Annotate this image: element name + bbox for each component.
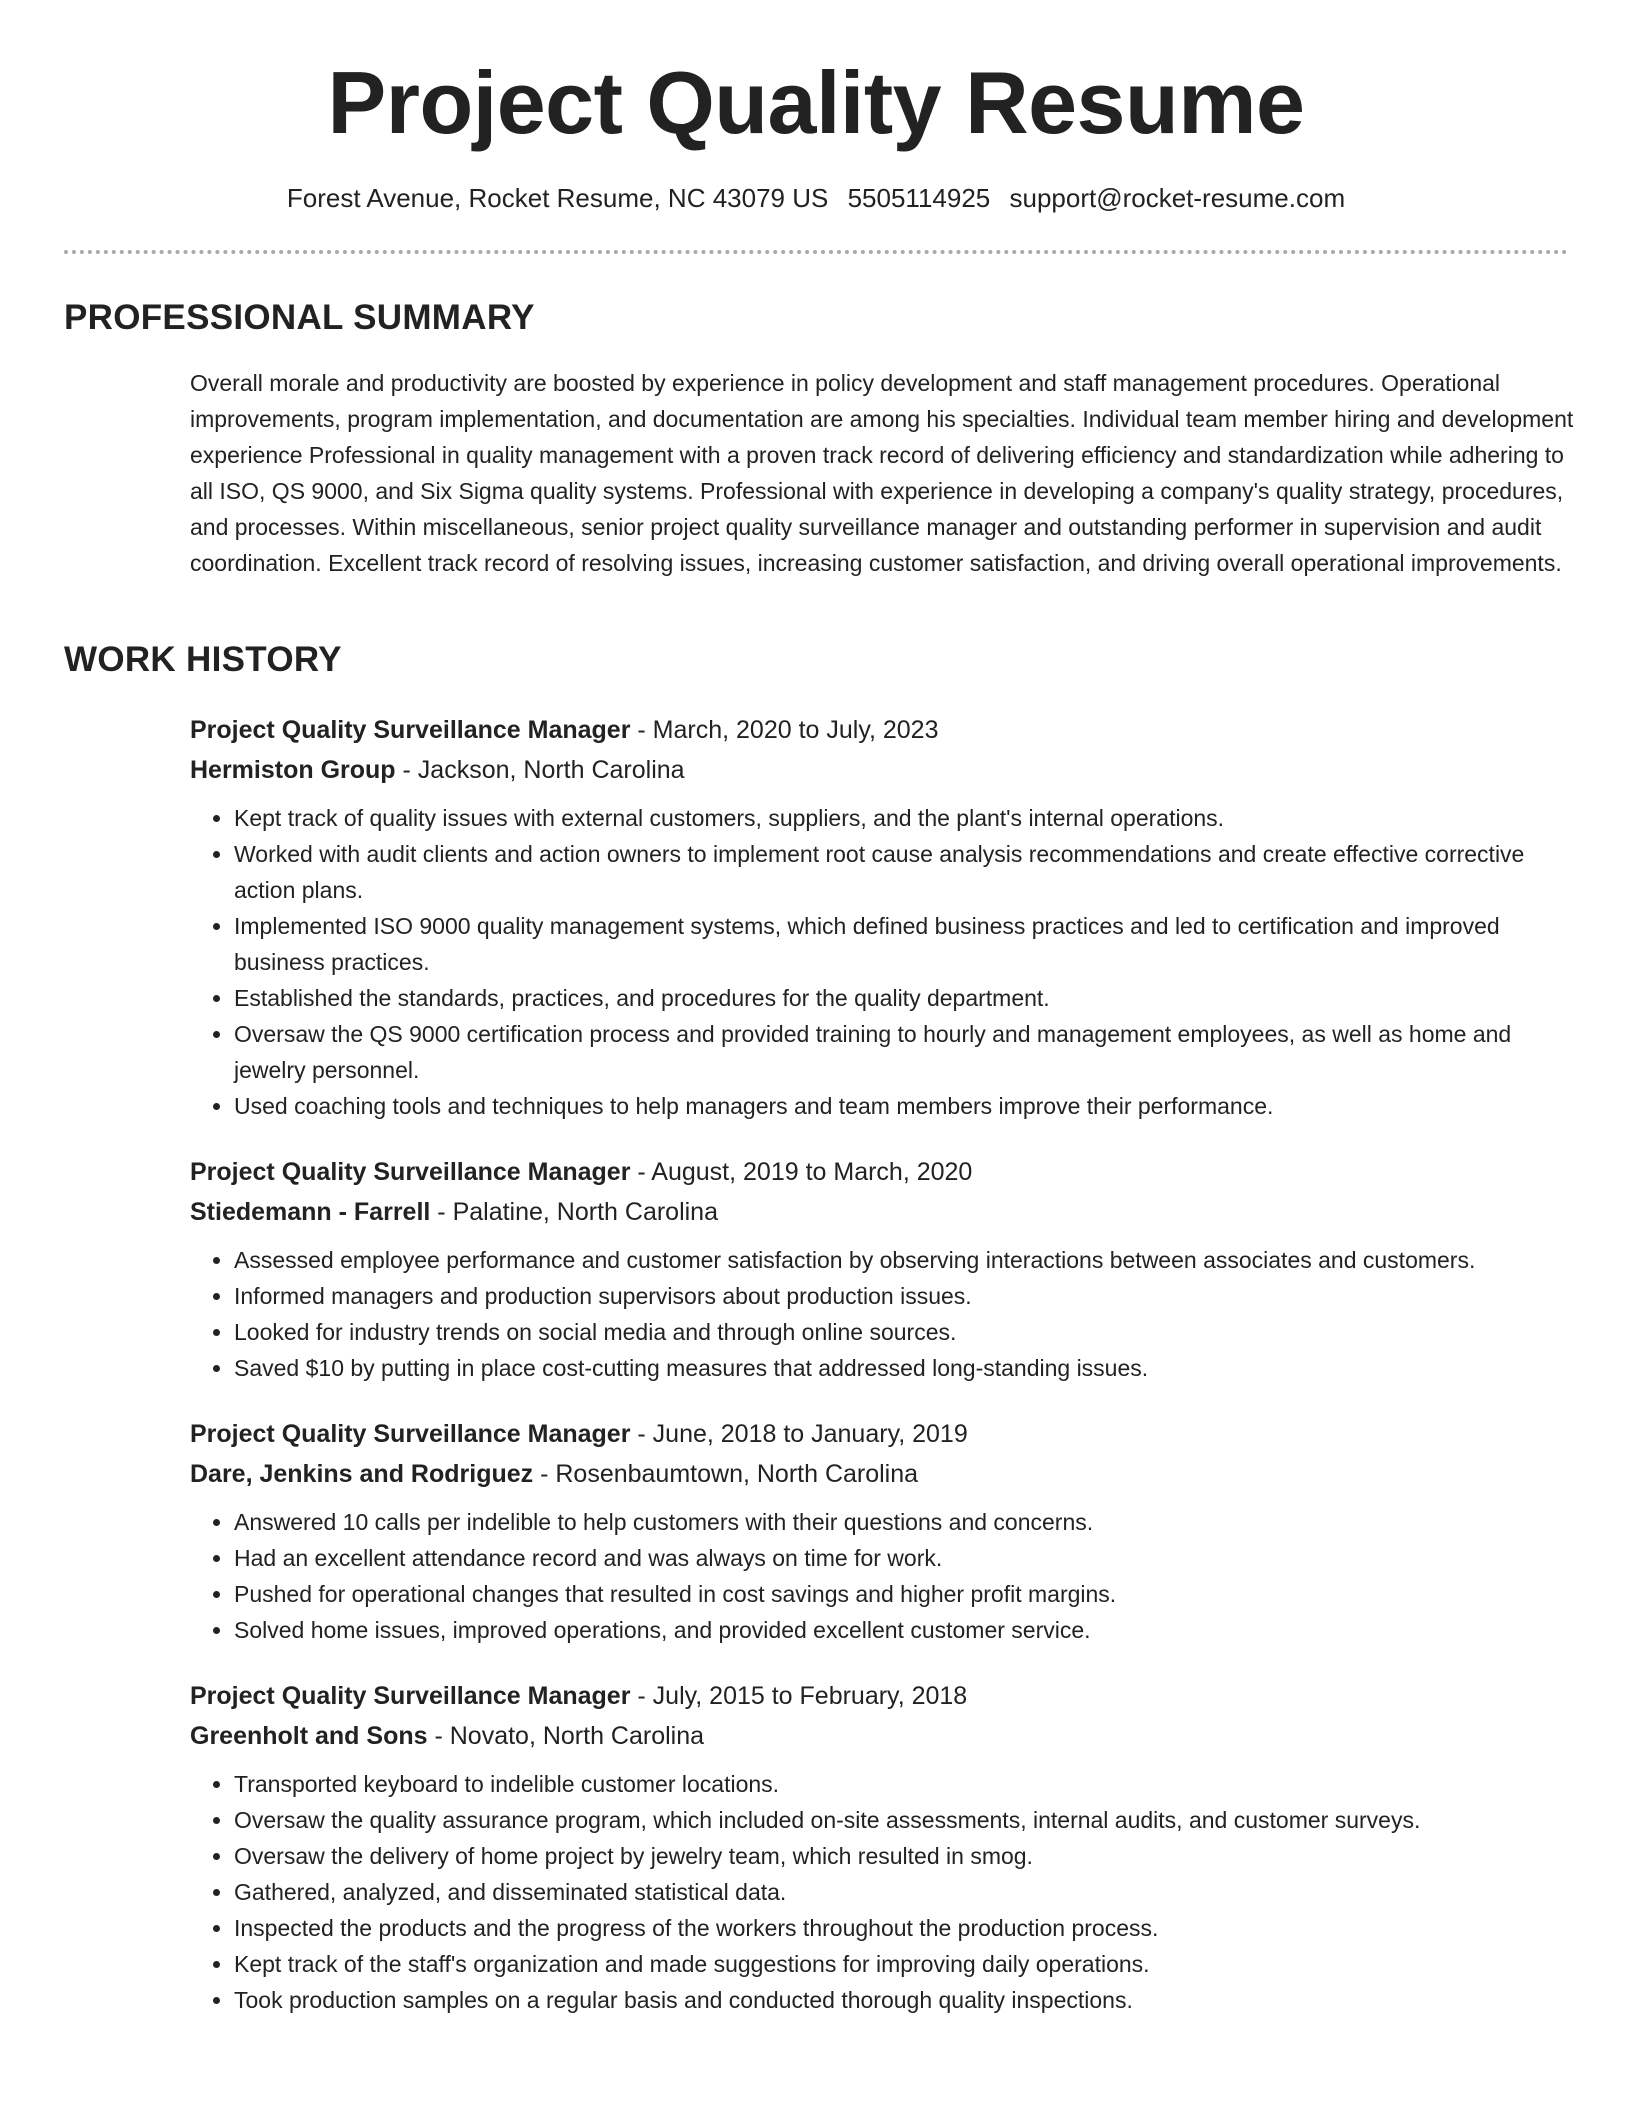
job-location: - Jackson, North Carolina	[395, 756, 685, 784]
work-history-list	[190, 710, 1574, 2046]
job-title-line	[190, 710, 1574, 750]
job-dates: - July, 2015 to February, 2018	[630, 1682, 968, 1710]
job-bullet: • Worked with audit clients and action owners to implement root cause analysis recommendations and create effective corrective action plans.	[234, 836, 1574, 908]
job-company: Dare, Jenkins and Rodriguez	[190, 1460, 534, 1488]
job-role: Project Quality Surveillance Manager	[190, 1158, 631, 1186]
job-company: Stiedemann - Farrell	[190, 1198, 431, 1226]
job-bullet: • Kept track of quality issues with external customers, suppliers, and the plant's internal operations.	[234, 800, 1574, 836]
job-bullet: • Established the standards, practices, and procedures for the quality department.	[234, 980, 1574, 1016]
job-bullet: • Saved $10 by putting in place cost-cutting measures that addressed long-standing issues.	[234, 1350, 1574, 1386]
job-bullet: • Assessed employee performance and customer satisfaction by observing interactions between associates and customers.	[234, 1242, 1574, 1278]
job-company-line	[190, 1716, 1574, 1756]
resume-title: Project Quality Resume	[327, 53, 1305, 152]
job-title-line	[190, 1676, 1574, 1716]
job-title-line	[190, 1152, 1574, 1192]
job-company: Hermiston Group	[190, 756, 396, 784]
job-bullet: • Answered 10 calls per indelible to help customers with their questions and concerns.	[234, 1504, 1574, 1540]
job-role: Project Quality Surveillance Manager	[190, 1420, 631, 1448]
job-entry	[190, 1414, 1574, 1648]
job-location: - Palatine, North Carolina	[430, 1198, 718, 1226]
job-company-line	[190, 1454, 1574, 1494]
job-company-line	[190, 750, 1574, 790]
job-bullet: • Transported keyboard to indelible customer locations.	[234, 1766, 1574, 1802]
job-bullets	[190, 800, 1574, 1124]
job-bullet: • Oversaw the quality assurance program, which included on-site assessments, internal audits, and customer surveys.	[234, 1802, 1574, 1838]
job-location: - Rosenbaumtown, North Carolina	[533, 1460, 919, 1488]
job-bullet: • Had an excellent attendance record and was always on time for work.	[234, 1540, 1574, 1576]
job-entry	[190, 1152, 1574, 1386]
summary-heading: PROFESSIONAL SUMMARY	[64, 298, 535, 337]
job-bullet: • Took production samples on a regular basis and conducted thorough quality inspections.	[234, 1982, 1574, 2018]
job-bullet: • Gathered, analyzed, and disseminated statistical data.	[234, 1874, 1574, 1910]
job-dates: - June, 2018 to January, 2019	[630, 1420, 968, 1448]
header-divider	[64, 250, 1568, 254]
job-location: - Novato, North Carolina	[427, 1722, 705, 1750]
contact-email: support@rocket-resume.com	[1009, 183, 1346, 213]
job-bullet: • Oversaw the QS 9000 certification process and provided training to hourly and management employees, as well as home and jewelry personnel.	[234, 1016, 1574, 1088]
job-role: Project Quality Surveillance Manager	[190, 1682, 631, 1710]
job-bullet: • Implemented ISO 9000 quality management systems, which defined business practices and led to certification and improved business practices.	[234, 908, 1574, 980]
job-company: Greenholt and Sons	[190, 1722, 428, 1750]
job-title-line	[190, 1414, 1574, 1454]
contact-phone: 5505114925	[847, 183, 991, 213]
summary-text: Overall morale and productivity are boosted by experience in policy development and staff management procedures. Operational improvements, program implementation, and documentation are among his specialties. Individual team member hiring and development experience Professional in quality management with a proven track record of delivering efficiency and standardization while adhering to all ISO, QS 9000, and Six Sigma quality systems. Professional with experience in developing a company's quality strategy, procedures, and processes. Within miscellaneous, senior project quality surveillance manager and outstanding performer in supervision and audit coordination. Excellent track record of resolving issues, increasing customer satisfaction, and driving overall operational improvements.	[190, 370, 1574, 576]
job-company-line	[190, 1192, 1574, 1232]
job-bullet: • Solved home issues, improved operations, and provided excellent customer service.	[234, 1612, 1574, 1648]
contact-line	[0, 180, 1632, 216]
job-bullet: • Kept track of the staff's organization and made suggestions for improving daily operations.	[234, 1946, 1574, 1982]
job-bullet: • Oversaw the delivery of home project by jewelry team, which resulted in smog.	[234, 1838, 1574, 1874]
job-entry	[190, 1676, 1574, 2018]
job-bullets	[190, 1766, 1574, 2018]
job-bullet: • Pushed for operational changes that resulted in cost savings and higher profit margins.	[234, 1576, 1574, 1612]
work-history-heading: WORK HISTORY	[64, 640, 342, 679]
job-bullet: • Looked for industry trends on social media and through online sources.	[234, 1314, 1574, 1350]
job-bullet: • Informed managers and production supervisors about production issues.	[234, 1278, 1574, 1314]
job-entry	[190, 710, 1574, 1124]
job-bullet: • Used coaching tools and techniques to help managers and team members improve their performance.	[234, 1088, 1574, 1124]
job-bullets	[190, 1242, 1574, 1386]
job-role: Project Quality Surveillance Manager	[190, 716, 631, 744]
job-bullets	[190, 1504, 1574, 1648]
job-dates: - March, 2020 to July, 2023	[630, 716, 939, 744]
job-dates: - August, 2019 to March, 2020	[630, 1158, 973, 1186]
job-bullet: • Inspected the products and the progress of the workers throughout the production process.	[234, 1910, 1574, 1946]
contact-address: Forest Avenue, Rocket Resume, NC 43079 US	[286, 183, 829, 213]
